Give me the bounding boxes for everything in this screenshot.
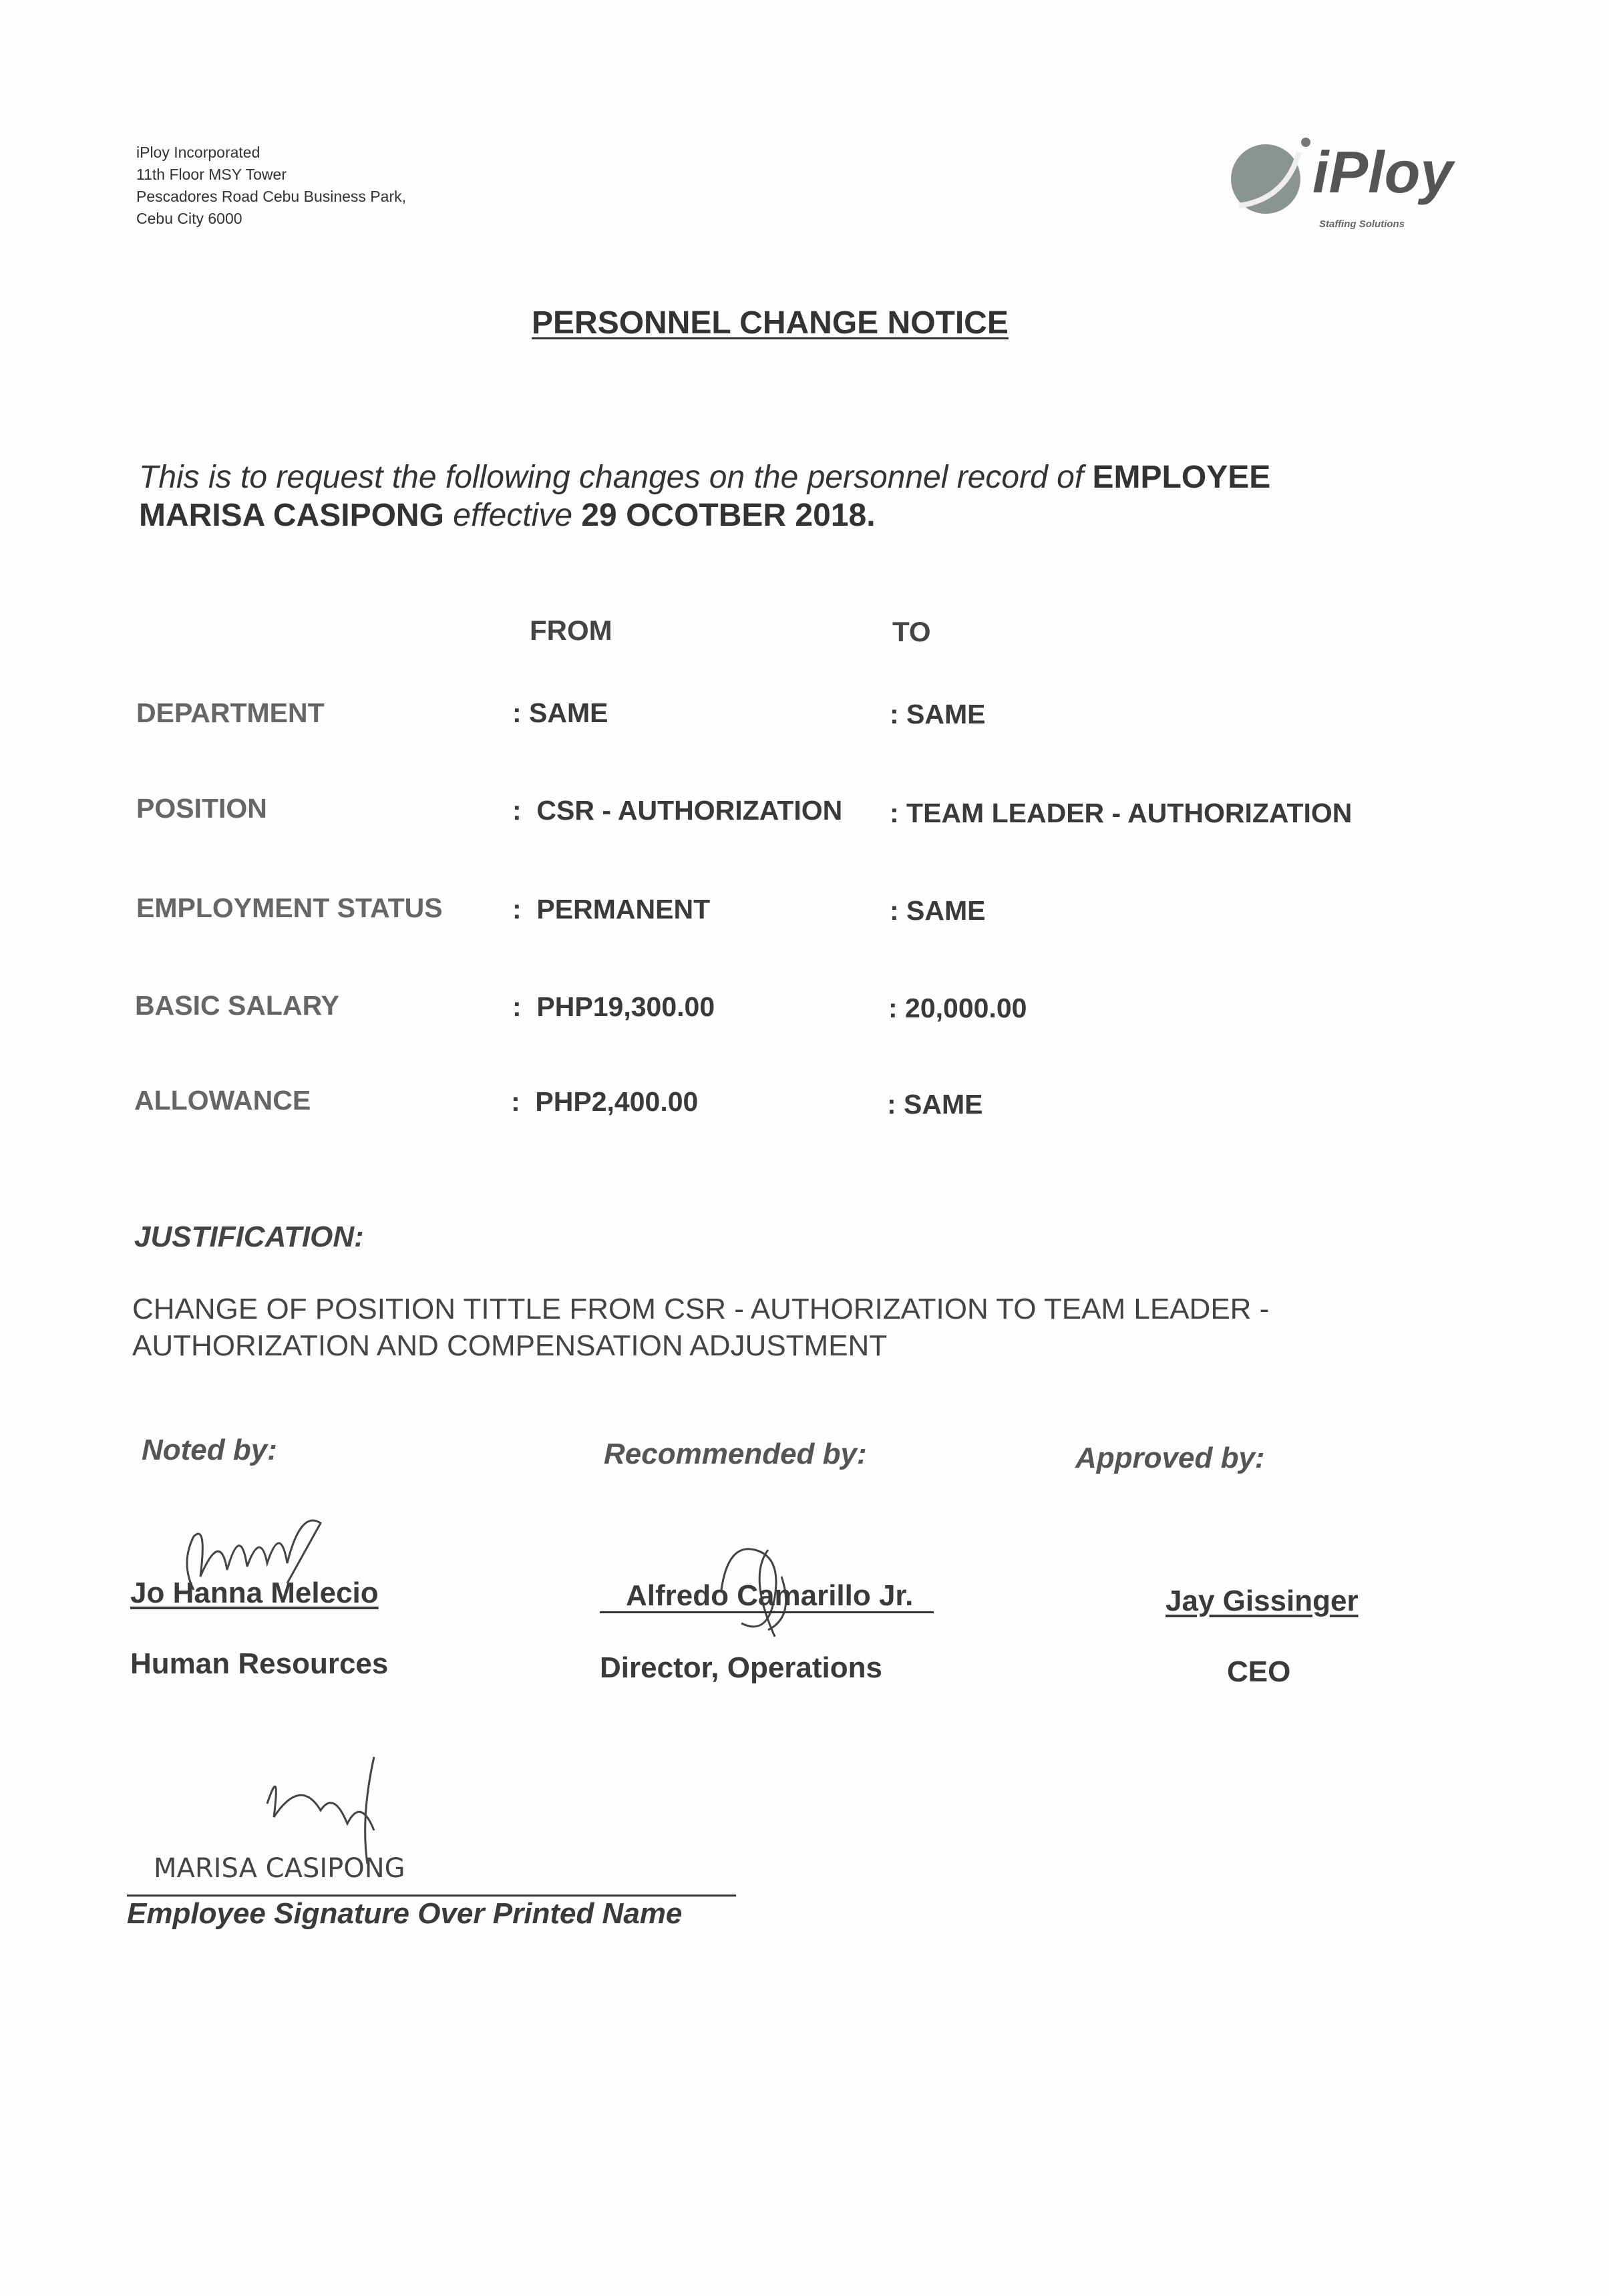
row-label: ALLOWANCE: [134, 1085, 311, 1116]
intro-effective: effective: [443, 498, 582, 533]
intro-employee-label: EMPLOYEE: [1092, 460, 1271, 495]
logo-tagline: Staffing Solutions: [1319, 218, 1405, 230]
column-from: FROM: [530, 615, 612, 646]
page-title: PERSONNEL CHANGE NOTICE: [532, 305, 1009, 341]
employee-signature-line: [127, 1895, 736, 1897]
ceo-role: CEO: [1227, 1655, 1291, 1688]
row-label: BASIC SALARY: [135, 990, 339, 1021]
operations-role: Director, Operations: [600, 1651, 883, 1684]
row-from: : CSR - AUTHORIZATION: [512, 795, 843, 826]
intro-paragraph: [139, 458, 1270, 534]
column-to: TO: [892, 616, 931, 647]
justification-line: CHANGE OF POSITION TITTLE FROM CSR - AUTHORIZATION TO TEAM LEADER -: [132, 1293, 1270, 1325]
row-to: : TEAM LEADER - AUTHORIZATION: [890, 798, 1353, 828]
justification-line: AUTHORIZATION AND COMPENSATION ADJUSTMENT: [132, 1329, 888, 1362]
row-from: : SAME: [512, 697, 608, 728]
row-label: EMPLOYMENT STATUS: [136, 892, 443, 923]
row-to: : SAME: [887, 1089, 983, 1120]
justification-text: [132, 1291, 1269, 1364]
ceo-name: Jay Gissinger: [1166, 1585, 1359, 1617]
row-from: : PHP19,300.00: [512, 991, 715, 1022]
row-to: : 20,000.00: [888, 993, 1027, 1023]
row-label: POSITION: [136, 793, 267, 824]
noted-by-caption: Noted by:: [142, 1434, 277, 1466]
address-line: Cebu City 6000: [136, 210, 242, 227]
row-from: : PERMANENT: [512, 894, 711, 925]
address-line: iPloy Incorporated: [136, 144, 260, 161]
operations-name: Alfredo Camarillo Jr.: [626, 1579, 914, 1612]
row-to: : SAME: [890, 895, 986, 926]
logo-wordmark: iPloy: [1312, 139, 1453, 205]
row-label: DEPARTMENT: [136, 697, 325, 728]
globe-icon: [1226, 134, 1473, 234]
row-to: : SAME: [890, 699, 986, 729]
employee-name: MARISA CASIPONG: [139, 498, 444, 533]
address-line: 11th Floor MSY Tower: [136, 166, 287, 183]
justification-heading: JUSTIFICATION:: [134, 1220, 364, 1253]
hr-role: Human Resources: [130, 1647, 389, 1680]
approved-by-caption: Approved by:: [1075, 1442, 1265, 1474]
intro-text: This is to request the following changes on the personnel record of: [139, 460, 1093, 495]
iploy-logo: [1226, 134, 1473, 234]
recommended-by-caption: Recommended by:: [604, 1438, 867, 1470]
company-address: [136, 142, 406, 230]
hr-name: Jo Hanna Melecio: [130, 1577, 379, 1609]
effective-date: 29 OCOTBER 2018.: [581, 498, 876, 533]
address-line: Pescadores Road Cebu Business Park,: [136, 188, 406, 205]
row-from: : PHP2,400.00: [511, 1086, 699, 1117]
employee-signature: [147, 1750, 441, 1884]
employee-handwritten-name: MARISA CASIPONG: [154, 1853, 405, 1884]
employee-signature-caption: Employee Signature Over Printed Name: [127, 1897, 683, 1930]
